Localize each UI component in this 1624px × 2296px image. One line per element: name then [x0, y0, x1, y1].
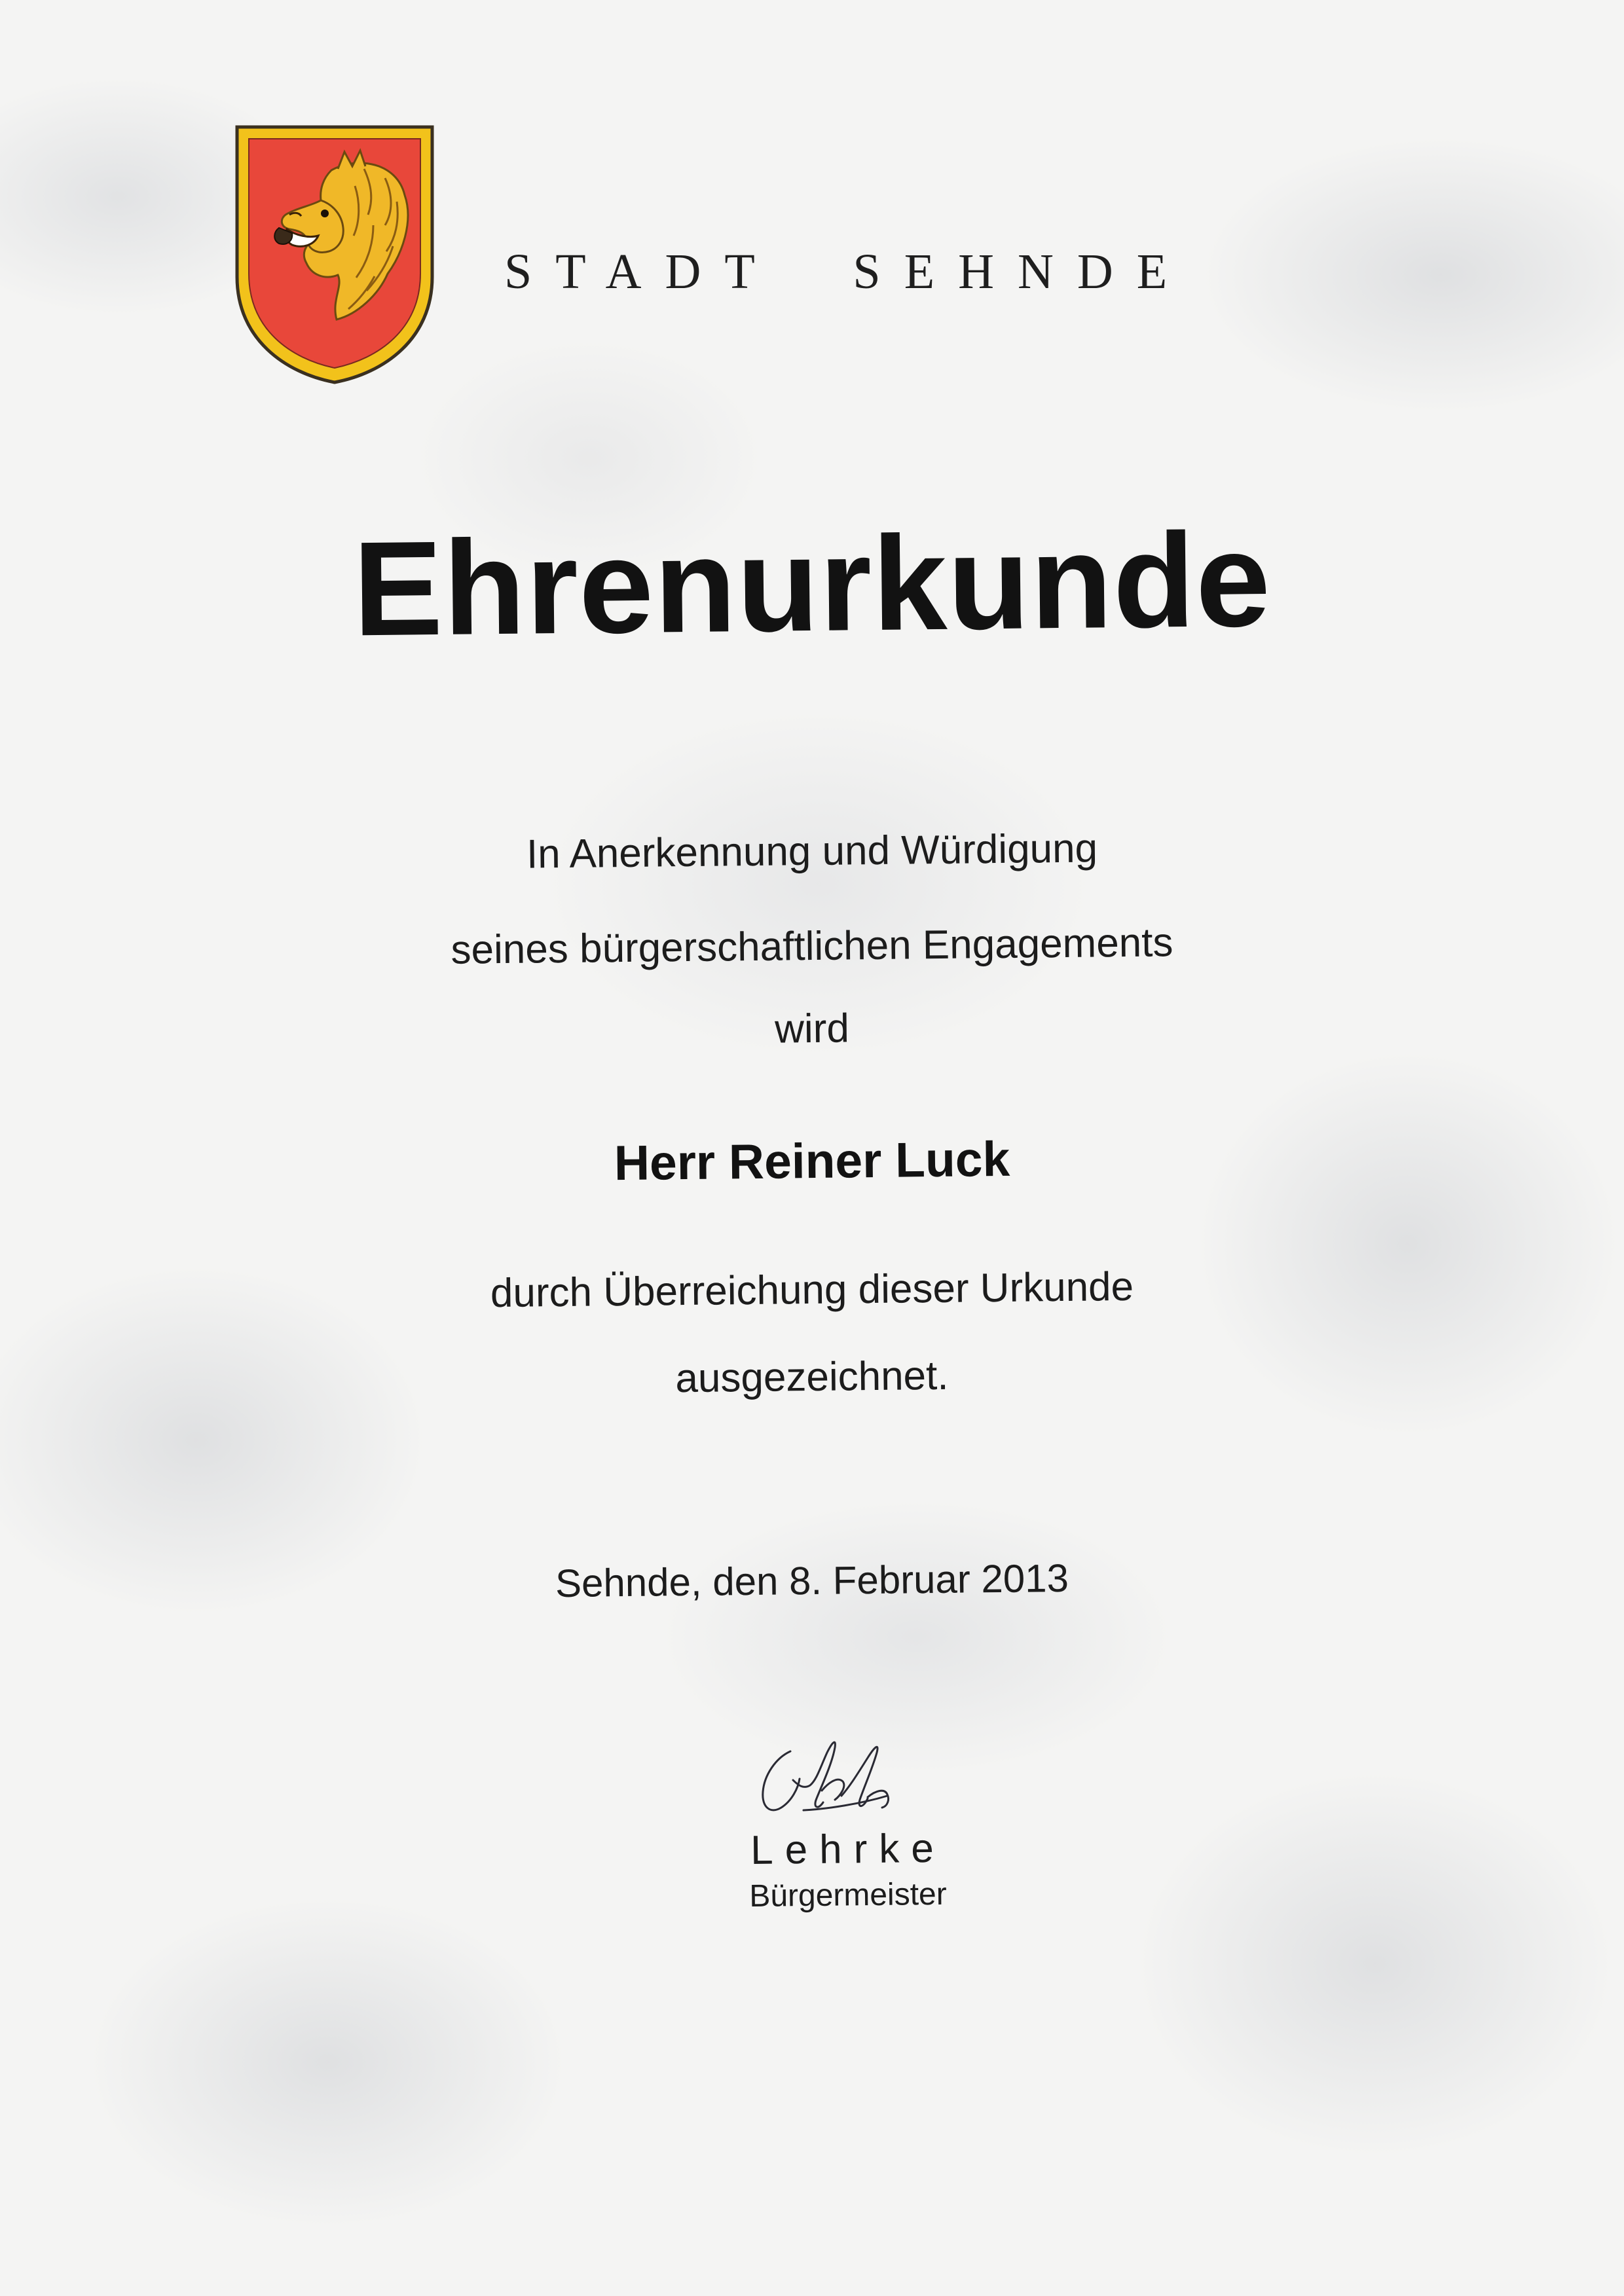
- city-name: STADT SEHNDE: [504, 244, 1191, 299]
- body-line-recognition: In Anerkennung und Würdigung: [526, 826, 1098, 877]
- place-and-date: Sehnde, den 8. Februar 2013: [555, 1556, 1069, 1606]
- handwritten-signature-icon: [730, 1712, 927, 1827]
- signer-title: Bürgermeister: [749, 1876, 947, 1914]
- closing-line-awarded: ausgezeichnet.: [675, 1353, 949, 1402]
- body-line-engagement: seines bürgerschaftlichen Engagements: [451, 920, 1173, 973]
- coat-of-arms-lion-head-icon: [233, 123, 436, 385]
- closing-line-presentation: durch Überreichung dieser Urkunde: [490, 1264, 1134, 1317]
- certificate-title: Ehrenurkunde: [352, 504, 1272, 665]
- signer-name: Lehrke: [750, 1825, 946, 1873]
- body-line-wird: wird: [774, 1006, 850, 1052]
- recipient-name: Herr Reiner Luck: [614, 1131, 1010, 1191]
